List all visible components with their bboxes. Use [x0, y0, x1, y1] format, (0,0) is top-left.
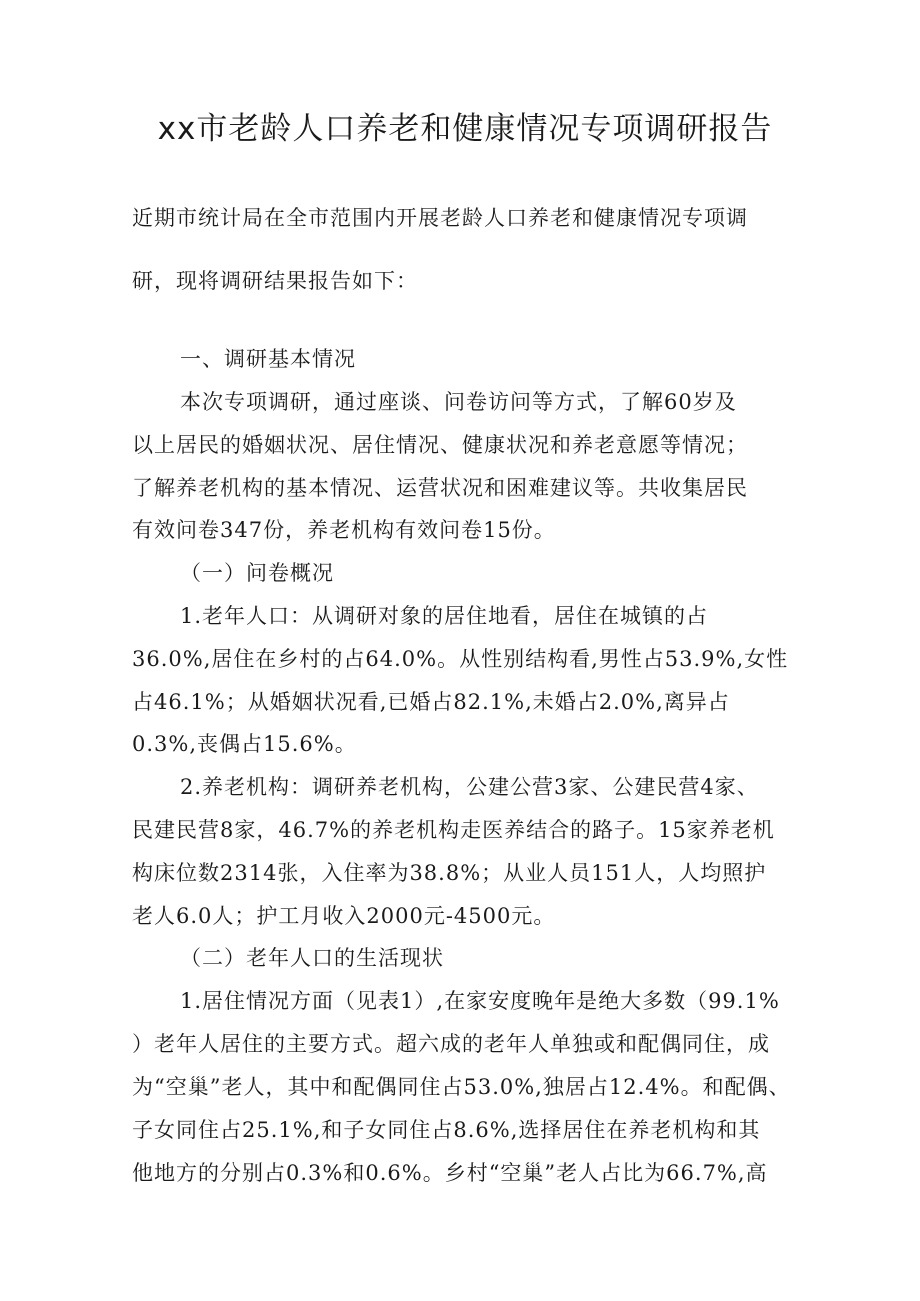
section1-line-4: 有效问卷347份，养老机构有效问卷15份。: [132, 518, 556, 542]
section1-line-2: 以上居民的婚姻状况、居住情况、健康状况和养老意愿等情况；: [132, 433, 748, 457]
item3-line-5: 他地方的分别占0.3%和0.6%。乡村“空巢”老人占比为66.7%,高: [132, 1161, 768, 1185]
intro-line-2: 研，现将调研结果报告如下：: [132, 269, 418, 293]
section1-line-3: 了解养老机构的基本情况、运营状况和困难建议等。共收集居民: [132, 476, 748, 500]
item2-line-2: 民建民营8家，46.7%的养老机构走医养结合的路子。15家养老机: [132, 818, 775, 842]
item1-line-1: 1.老年人口：从调研对象的居住地看，居住在城镇的占: [180, 604, 709, 628]
item2-line-3: 构床位数2314张，入住率为38.8%；从业人员151人，人均照护: [132, 861, 767, 885]
intro-line-1: 近期市统计局在全市范围内开展老龄人口养老和健康情况专项调: [132, 206, 748, 230]
item1-line-4: 0.3%,丧偶占15.6%。: [132, 732, 357, 756]
item1-line-2: 36.0%,居住在乡村的占64.0%。从性别结构看,男性占53.9%,女性: [132, 647, 789, 671]
section1-line-1: 本次专项调研，通过座谈、问卷访问等方式，了解60岁及: [180, 390, 737, 414]
document-title: xx市老龄人口养老和健康情况专项调研报告: [157, 111, 773, 147]
item2-line-1: 2.养老机构：调研养老机构，公建公营3家、公建民营4家、: [180, 775, 759, 799]
item3-line-4: 子女同住占25.1%,和子女同住占8.6%,选择居住在养老机构和其: [132, 1118, 761, 1142]
subsection-heading-survey: （一）问卷概况: [180, 561, 334, 585]
item3-line-3: 为“空巢”老人，其中和配偶同住占53.0%,独居占12.4%。和配偶、: [132, 1075, 791, 1099]
item3-line-2: ）老年人居住的主要方式。超六成的老年人单独或和配偶同住，成: [132, 1032, 770, 1056]
subsection-heading-living: （二）老年人口的生活现状: [180, 946, 444, 970]
item3-line-1: 1.居住情况方面（见表1）,在家安度晚年是绝大多数（99.1%: [180, 989, 780, 1013]
item1-line-3: 占46.1%；从婚姻状况看,已婚占82.1%,未婚占2.0%,离异占: [132, 690, 730, 714]
section-heading-basic: 一、调研基本情况: [180, 347, 356, 371]
item2-line-4: 老人6.0人；护工月收入2000元-4500元。: [132, 904, 556, 928]
